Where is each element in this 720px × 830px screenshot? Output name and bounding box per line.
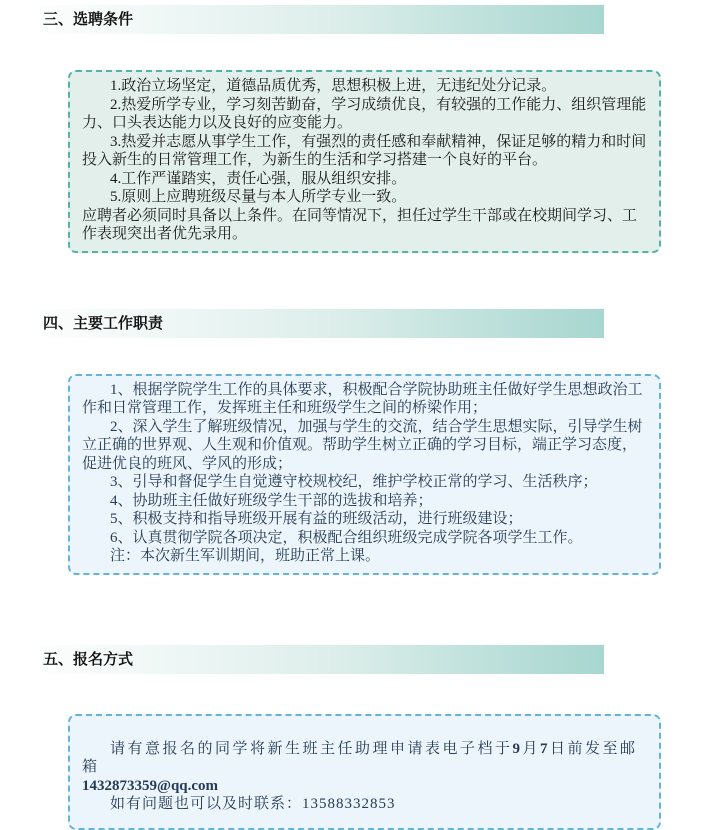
item-text: 根据学院学生工作的具体要求，积极配合学院协助班主任做好学生思想政治工作和日常管理工作，发挥班主任和班级学生之间的桥梁作用；: [82, 380, 643, 416]
item-text: 积极支持和指导班级开展有益的班级活动，进行班级建设；: [132, 510, 523, 527]
duty-item-6: [82, 529, 647, 548]
item-text: 协助班主任做好班级学生干部的选拔和培养；: [132, 491, 433, 509]
item-text: 政治立场坚定，道德品质优秀，思想积极上进，无违纪处分记录。: [121, 77, 557, 94]
item-text: 原则上应聘班级尽量与本人所学专业一致。: [121, 188, 407, 205]
condition-item-3: [82, 133, 647, 170]
item-text: 热爱所学专业，学习刻苦勤奋，学习成绩优良，有较强的工作能力、组织管理能力、口头表达能力以及良好的应变能力。: [82, 95, 647, 131]
section-heading-selection-conditions: [40, 5, 604, 34]
item-number: 3、: [110, 474, 133, 490]
duty-item-4: [82, 492, 647, 511]
item-number: 6、: [110, 529, 133, 546]
section-heading-registration: [40, 645, 604, 674]
month-character: 月: [522, 739, 541, 757]
condition-item-4: [82, 170, 647, 189]
note-text: 应聘者必须同时具备以上条件。在同等情况下，担任过学生干部或在校期间学习、工作表现突出者优先录用。: [82, 206, 638, 242]
item-number: 4.: [110, 170, 122, 187]
duty-item-5: [82, 510, 647, 529]
main-duties-box: [68, 374, 661, 575]
duty-item-1: [82, 381, 647, 418]
item-number: 2、: [110, 418, 133, 435]
note-text: 注：本次新生军训期间，班助正常上课。: [110, 547, 381, 564]
selection-conditions-box: [68, 70, 661, 253]
duty-item-3: [82, 473, 647, 492]
condition-item-5: [82, 188, 647, 207]
condition-note: [82, 207, 647, 244]
registration-instruction: [82, 740, 647, 777]
contact-email: 1432873359@qq.com: [82, 777, 219, 794]
item-text: 工作严谨踏实，责任心强，服从组织安排。: [121, 169, 407, 187]
section-heading-text: 五、报名方式: [43, 650, 134, 668]
item-number: 1、: [110, 381, 133, 398]
deadline-day-number: 7: [540, 740, 551, 757]
deadline-month-number: 9: [512, 740, 523, 757]
item-text: 深入学生了解班级情况，加强与学生的交流，结合学生思想实际，引导学生树立正确的世界观、人生观和价值观。帮助学生树立正确的学习目标，端正学习态度，促进优良的班风、学风的形成；: [82, 417, 643, 472]
item-number: 3.: [110, 133, 122, 150]
item-text: 热爱并志愿从事学生工作，有强烈的责任感和奉献精神，保证足够的精力和时间投入新生的日常管理工作，为新生的生活和学习搭建一个良好的平台。: [82, 132, 647, 168]
duty-item-2: [82, 418, 647, 474]
phone-label: 如有问题也可以及时联系：: [110, 795, 303, 812]
item-number: 5.: [110, 189, 122, 205]
item-number: 1.: [110, 78, 122, 94]
section-heading-text: 四、主要工作职责: [43, 314, 164, 332]
instruction-text: 请有意报名的同学将新生班主任助理申请表电子档于: [110, 739, 513, 757]
registration-box: [68, 714, 661, 830]
condition-item-2: [82, 96, 647, 133]
page: [0, 5, 720, 830]
item-number: 2.: [110, 96, 122, 113]
duty-note: [82, 547, 647, 566]
item-text: 认真贯彻学院各项决定，积极配合组织班级完成学院各项学生工作。: [132, 528, 583, 546]
contact-phone-number: 13588332853: [302, 796, 396, 812]
item-number: 5、: [110, 511, 133, 527]
section-heading-main-duties: [40, 309, 604, 338]
item-text: 引导和督促学生自觉遵守校规校纪，维护学校正常的学习、生活秩序；: [132, 473, 598, 490]
contact-phone-line: [82, 795, 647, 814]
section-heading-text: 三、选聘条件: [43, 11, 134, 28]
item-number: 4、: [110, 492, 133, 509]
instruction-text-tail: 日前发至邮箱: [82, 739, 638, 775]
condition-item-1: [82, 77, 647, 96]
